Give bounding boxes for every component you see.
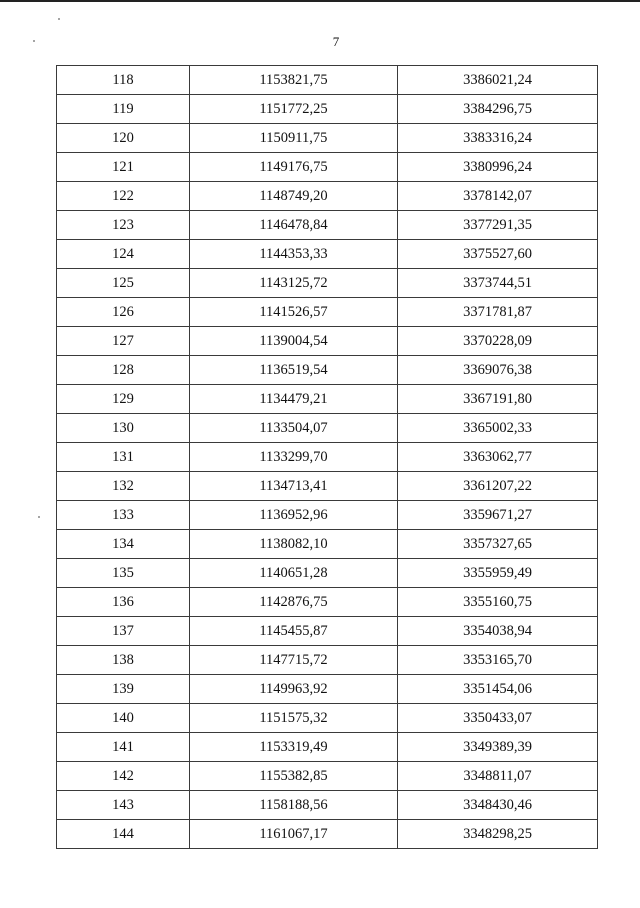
x-coordinate-cell: 1158188,56 <box>190 791 398 820</box>
x-coordinate-cell: 1155382,85 <box>190 762 398 791</box>
table-row <box>57 153 598 182</box>
point-number-cell: 122 <box>57 182 190 211</box>
table-row <box>57 298 598 327</box>
point-number-cell: 118 <box>57 66 190 95</box>
y-coordinate-cell: 3354038,94 <box>398 617 598 646</box>
page-top-border <box>0 0 640 2</box>
x-coordinate-cell: 1151772,25 <box>190 95 398 124</box>
x-coordinate-cell: 1133504,07 <box>190 414 398 443</box>
x-coordinate-cell: 1134479,21 <box>190 385 398 414</box>
table-row <box>57 559 598 588</box>
table-row <box>57 791 598 820</box>
x-coordinate-cell: 1139004,54 <box>190 327 398 356</box>
point-number-cell: 130 <box>57 414 190 443</box>
x-coordinate-cell: 1149176,75 <box>190 153 398 182</box>
y-coordinate-cell: 3377291,35 <box>398 211 598 240</box>
point-number-cell: 125 <box>57 269 190 298</box>
y-coordinate-cell: 3373744,51 <box>398 269 598 298</box>
table-row <box>57 472 598 501</box>
point-number-cell: 138 <box>57 646 190 675</box>
table-row <box>57 530 598 559</box>
y-coordinate-cell: 3370228,09 <box>398 327 598 356</box>
table-row <box>57 385 598 414</box>
y-coordinate-cell: 3359671,27 <box>398 501 598 530</box>
point-number-cell: 144 <box>57 820 190 849</box>
x-coordinate-cell: 1140651,28 <box>190 559 398 588</box>
y-coordinate-cell: 3355160,75 <box>398 588 598 617</box>
point-number-cell: 123 <box>57 211 190 240</box>
coordinates-table-body <box>57 66 598 849</box>
y-coordinate-cell: 3375527,60 <box>398 240 598 269</box>
table-row <box>57 646 598 675</box>
x-coordinate-cell: 1138082,10 <box>190 530 398 559</box>
y-coordinate-cell: 3384296,75 <box>398 95 598 124</box>
point-number-cell: 134 <box>57 530 190 559</box>
point-number-cell: 131 <box>57 443 190 472</box>
table-row <box>57 617 598 646</box>
scan-speck <box>58 18 60 20</box>
table-row <box>57 269 598 298</box>
y-coordinate-cell: 3348298,25 <box>398 820 598 849</box>
point-number-cell: 137 <box>57 617 190 646</box>
x-coordinate-cell: 1142876,75 <box>190 588 398 617</box>
table-row <box>57 762 598 791</box>
x-coordinate-cell: 1133299,70 <box>190 443 398 472</box>
x-coordinate-cell: 1147715,72 <box>190 646 398 675</box>
x-coordinate-cell: 1149963,92 <box>190 675 398 704</box>
table-row <box>57 211 598 240</box>
table-row <box>57 240 598 269</box>
x-coordinate-cell: 1143125,72 <box>190 269 398 298</box>
point-number-cell: 124 <box>57 240 190 269</box>
y-coordinate-cell: 3369076,38 <box>398 356 598 385</box>
point-number-cell: 140 <box>57 704 190 733</box>
x-coordinate-cell: 1136519,54 <box>190 356 398 385</box>
point-number-cell: 128 <box>57 356 190 385</box>
table-row <box>57 588 598 617</box>
y-coordinate-cell: 3350433,07 <box>398 704 598 733</box>
point-number-cell: 119 <box>57 95 190 124</box>
y-coordinate-cell: 3349389,39 <box>398 733 598 762</box>
table-row <box>57 675 598 704</box>
x-coordinate-cell: 1148749,20 <box>190 182 398 211</box>
table-row <box>57 327 598 356</box>
y-coordinate-cell: 3355959,49 <box>398 559 598 588</box>
y-coordinate-cell: 3348430,46 <box>398 791 598 820</box>
x-coordinate-cell: 1141526,57 <box>190 298 398 327</box>
table-row <box>57 704 598 733</box>
x-coordinate-cell: 1146478,84 <box>190 211 398 240</box>
x-coordinate-cell: 1134713,41 <box>190 472 398 501</box>
y-coordinate-cell: 3348811,07 <box>398 762 598 791</box>
table-row <box>57 95 598 124</box>
x-coordinate-cell: 1150911,75 <box>190 124 398 153</box>
y-coordinate-cell: 3371781,87 <box>398 298 598 327</box>
y-coordinate-cell: 3363062,77 <box>398 443 598 472</box>
point-number-cell: 136 <box>57 588 190 617</box>
table-row <box>57 414 598 443</box>
page-number: 7 <box>332 34 340 49</box>
table-row <box>57 356 598 385</box>
y-coordinate-cell: 3378142,07 <box>398 182 598 211</box>
point-number-cell: 133 <box>57 501 190 530</box>
table-row <box>57 501 598 530</box>
x-coordinate-cell: 1151575,32 <box>190 704 398 733</box>
point-number-cell: 141 <box>57 733 190 762</box>
point-number-cell: 126 <box>57 298 190 327</box>
point-number-cell: 143 <box>57 791 190 820</box>
x-coordinate-cell: 1144353,33 <box>190 240 398 269</box>
x-coordinate-cell: 1145455,87 <box>190 617 398 646</box>
y-coordinate-cell: 3351454,06 <box>398 675 598 704</box>
y-coordinate-cell: 3386021,24 <box>398 66 598 95</box>
point-number-cell: 127 <box>57 327 190 356</box>
table-row <box>57 733 598 762</box>
table-row <box>57 820 598 849</box>
y-coordinate-cell: 3367191,80 <box>398 385 598 414</box>
point-number-cell: 121 <box>57 153 190 182</box>
coordinates-table <box>56 65 598 849</box>
y-coordinate-cell: 3365002,33 <box>398 414 598 443</box>
y-coordinate-cell: 3361207,22 <box>398 472 598 501</box>
point-number-cell: 120 <box>57 124 190 153</box>
y-coordinate-cell: 3383316,24 <box>398 124 598 153</box>
table-row <box>57 182 598 211</box>
point-number-cell: 129 <box>57 385 190 414</box>
point-number-cell: 132 <box>57 472 190 501</box>
point-number-cell: 139 <box>57 675 190 704</box>
x-coordinate-cell: 1153319,49 <box>190 733 398 762</box>
x-coordinate-cell: 1161067,17 <box>190 820 398 849</box>
point-number-cell: 142 <box>57 762 190 791</box>
y-coordinate-cell: 3353165,70 <box>398 646 598 675</box>
table-row <box>57 66 598 95</box>
y-coordinate-cell: 3380996,24 <box>398 153 598 182</box>
scan-speck <box>38 516 40 518</box>
y-coordinate-cell: 3357327,65 <box>398 530 598 559</box>
table-row <box>57 443 598 472</box>
x-coordinate-cell: 1153821,75 <box>190 66 398 95</box>
table-row <box>57 124 598 153</box>
x-coordinate-cell: 1136952,96 <box>190 501 398 530</box>
point-number-cell: 135 <box>57 559 190 588</box>
